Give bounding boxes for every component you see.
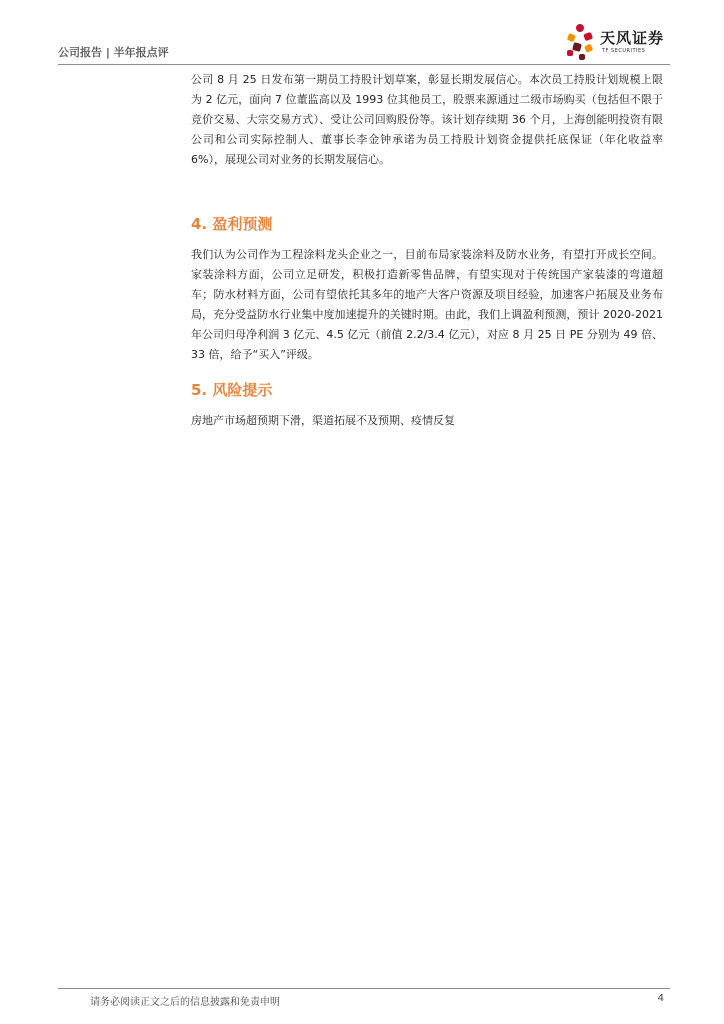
risk-warning-paragraph: 房地产市场超预期下滑，渠道拓展不及预期、疫情反复 — [191, 414, 455, 427]
page-footer — [58, 988, 670, 1008]
main-content — [191, 70, 663, 431]
logo-text: 天风证券 — [600, 29, 665, 47]
logo-mark-icon — [560, 22, 600, 62]
page-number: 4 — [657, 993, 664, 1004]
section-heading-profit-forecast: 4. 盈利预测 — [191, 215, 273, 233]
intro-paragraph: 公司 8 月 25 日发布第一期员工持股计划草案，彰显长期发展信心。本次员工持股计划规模上限为 2 亿元，面向 7 位董监高以及 1993 位其他员工，股票来源通过二级市场购买（包括但不限于竞价交易、大宗交易方式）、受让公司回购股份等。该计划存续期 36 个月，上海创能明投资有限公司和公司实际控制人、董事长李金钟承诺为员工持股计划资金提供托底保证（年化收益率 6%），展现公司对业务的长期发展信心。 — [191, 73, 663, 166]
header-divider — [58, 64, 670, 65]
disclaimer-text: 请务必阅读正文之后的信息披露和免责申明 — [90, 997, 280, 1008]
report-type-title: 公司报告 | 半年报点评 — [58, 46, 169, 59]
page-header — [58, 29, 670, 66]
section-heading-risk-warning: 5. 风险提示 — [191, 381, 273, 399]
profit-forecast-paragraph: 我们认为公司作为工程涂料龙头企业之一，目前布局家装涂料及防水业务，有望打开成长空间。家装涂料方面，公司立足研发，积极打造新零售品牌，有望实现对于传统国产家装漆的弯道超车；防水材料方面，公司有望依托其多年的地产大客户资源及项目经验，加速客户拓展及业务布局，充分受益防水行业集中度加速提升的关键时期。由此，我们上调盈利预测，预计 2020-2021 年公司归母净利润 3 亿元、4.5 亿元（前值 2.2/3.4 亿元），对应 8 月 25 日 PE 分别为 49 倍、33 倍，给予“买入”评级。 — [191, 248, 663, 361]
footer-divider — [58, 988, 670, 989]
logo-subtext: TF SECURITIES — [602, 48, 646, 54]
company-logo — [560, 22, 670, 62]
